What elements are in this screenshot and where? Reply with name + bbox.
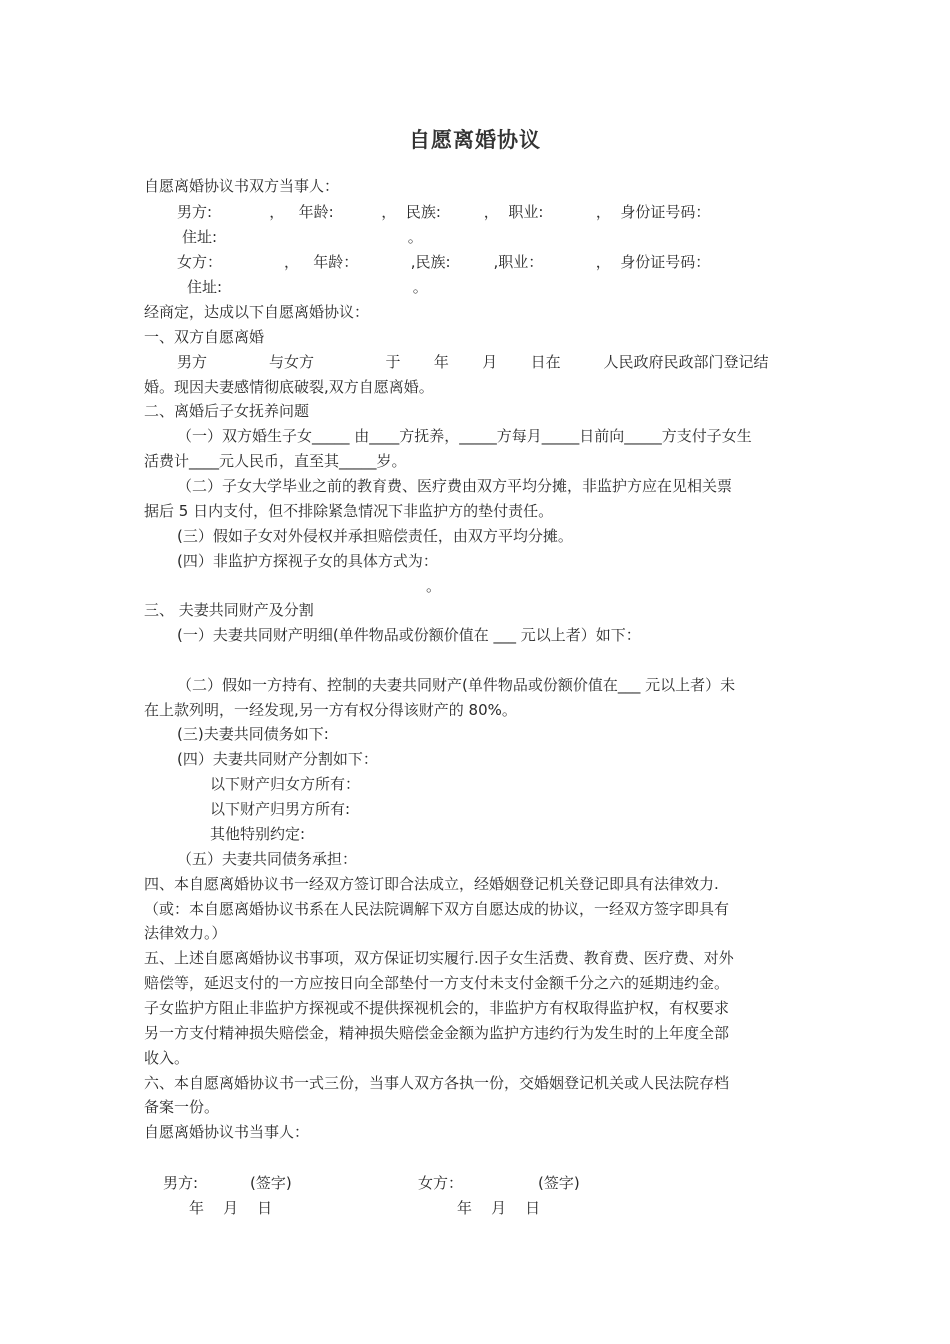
section-3-heading: 三、 夫妻共同财产及分割 — [144, 601, 314, 619]
paragraph-line: 婚。现因夫妻感情彻底破裂,双方自愿离婚。 — [144, 378, 434, 396]
paragraph-line: 以下财产归男方所有: — [210, 800, 351, 818]
paragraph-line: 其他特别约定: — [210, 825, 306, 843]
male-address-line: 住址: 。 — [182, 228, 423, 246]
section-6-heading: 六、本自愿离婚协议书一式三份，当事人双方各执一份，交婚姻登记机关或人民法院存档 — [144, 1074, 730, 1092]
male-signature-date: 年 月 日 — [189, 1199, 273, 1217]
document-title: 自愿离婚协议 — [409, 128, 541, 152]
section-1-heading: 一、双方自愿离婚 — [144, 328, 265, 346]
paragraph-line: (三）假如子女对外侵权并承担赔偿责任，由双方平均分摊。 — [177, 527, 573, 545]
agreement-intro: 经商定，达成以下自愿离婚协议： — [144, 303, 370, 321]
female-address-line: 住址: 。 — [187, 278, 428, 296]
paragraph-line: （二）假如一方持有、控制的夫妻共同财产(单件物品或份额价值在___ 元以上者）未 — [177, 676, 736, 694]
paragraph-line: 。 — [426, 577, 442, 595]
paragraph-line: 以下财产归女方所有： — [210, 775, 361, 793]
parties-heading: 自愿离婚协议书双方当事人： — [144, 177, 340, 195]
paragraph-line: （五）夫妻共同债务承担： — [177, 850, 358, 868]
male-signature-label: 男方: — [163, 1174, 199, 1192]
paragraph-line: 子女监护方阻止非监护方探视或不提供探视机会的，非监护方有权取得监护权，有权要求 — [144, 999, 730, 1017]
paragraph-line: 男方 与女方 于 年 月 日在 人民政府民政部门登记结 — [177, 353, 769, 371]
female-signature-date: 年 月 日 — [457, 1199, 541, 1217]
paragraph-line: (三)夫妻共同债务如下: — [177, 725, 329, 743]
paragraph-line: (四）非监护方探视子女的具体方式为： — [177, 552, 438, 570]
paragraph-line: (一）夫妻共同财产明细(单件物品或份额价值在 ___ 元以上者）如下： — [177, 626, 641, 644]
paragraph-line: 赔偿等，延迟支付的一方应按日向全部垫付一方支付未支付金额千分之六的延期违约金。 — [144, 974, 730, 992]
paragraph-line: （一）双方婚生子女_____ 由____方抚养，_____方每月_____日前向_____方支付子女生 — [177, 427, 752, 445]
paragraph-line: 备案一份。 — [144, 1098, 220, 1116]
male-info-line: 男方: ， 年龄: ， 民族: ， 职业: ， 身份证号码： — [177, 203, 711, 221]
signatories-heading: 自愿离婚协议书当事人： — [144, 1123, 310, 1141]
paragraph-line: 另一方支付精神损失赔偿金，精神损失赔偿金金额为监护方违约行为发生时的上年度全部 — [144, 1024, 730, 1042]
section-2-heading: 二、离婚后子女抚养问题 — [144, 402, 310, 420]
paragraph-line: 法律效力。） — [144, 924, 227, 942]
female-signature-label: 女方： — [418, 1174, 464, 1192]
paragraph-line: (四）夫妻共同财产分割如下： — [177, 750, 378, 768]
section-4-heading: 四、本自愿离婚协议书一经双方签订即合法成立，经婚姻登记机关登记即具有法律效力. — [144, 875, 719, 893]
paragraph-line: 收入。 — [144, 1049, 190, 1067]
female-signature-mark: (签字) — [538, 1174, 580, 1192]
female-info-line: 女方： ， 年龄： ,民族: ,职业： ， 身份证号码： — [177, 253, 711, 271]
paragraph-line: 据后 5 日内支付，但不排除紧急情况下非监护方的垫付责任。 — [144, 502, 554, 520]
paragraph-line: 在上款列明，一经发现,另一方有权分得该财产的 80%。 — [144, 701, 517, 719]
paragraph-line: （或：本自愿离婚协议书系在人民法院调解下双方自愿达成的协议，一经双方签字即具有 — [144, 900, 730, 918]
male-signature-mark: (签字) — [250, 1174, 292, 1192]
paragraph-line: 活费计____元人民币，直至其_____岁。 — [144, 452, 407, 470]
section-5-heading: 五、上述自愿离婚协议书事项，双方保证切实履行.因子女生活费、教育费、医疗费、对外 — [144, 949, 734, 967]
paragraph-line: （二）子女大学毕业之前的教育费、医疗费由双方平均分摊，非监护方应在见相关票 — [177, 477, 733, 495]
